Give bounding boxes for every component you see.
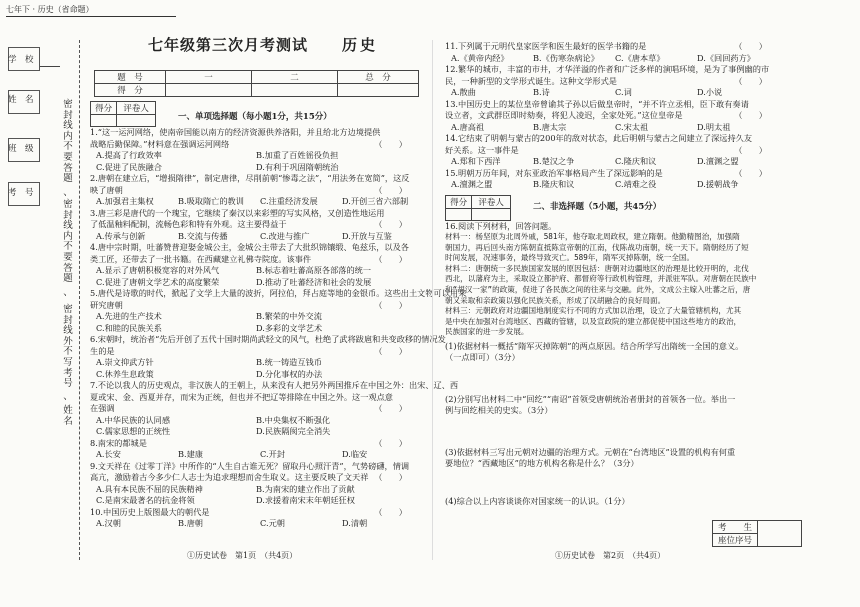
option-b[interactable]: B.加重了百姓徭役负担 (256, 150, 339, 160)
question-q5 (90, 288, 467, 334)
sub-question: (1)依据材料一概括“隋军灭掉陈朝”的两点原因。结合所学写出隋统一全国的意义。 (445, 340, 744, 351)
question-text: 14.它结束了明朝与蒙古的200年的敌对状态，此后明朝与蒙古之间建立了深远持久友 (445, 133, 753, 143)
question-text: 映了唐朝 (90, 184, 123, 195)
question-text: 13.中国历史上的某位皇帝曾谕其子孙以后做皇帝时，“并不许立丞相，臣下敢有奏请 (445, 98, 749, 109)
option-c[interactable]: C.促进了民族融合 (96, 161, 162, 172)
question-text: 6.宋朝时，统治者“先后开创了五代十国时期尚武轻文的风气，杜绝了武将跋扈和共变政移的情况发 (90, 334, 446, 344)
score-cell[interactable] (166, 84, 252, 97)
option-c[interactable]: C.宋太祖 (615, 121, 649, 132)
option-a[interactable]: A.唐高祖 (451, 121, 485, 132)
option-b[interactable]: B.交流与传播 (178, 230, 228, 241)
page-footer: ①历史试卷 第1页 （共4页） (187, 551, 298, 560)
answer-paren[interactable]: （ ） (374, 184, 407, 195)
seal-line (79, 40, 80, 560)
option-d[interactable]: D.明太祖 (697, 121, 731, 132)
page-footer: ①历史试卷 第2页 （共4页） (555, 551, 666, 560)
option-c[interactable]: C.开封 (260, 449, 285, 459)
question-text: 民，一种新型的文学形式诞生。这种文学形式是 (445, 75, 617, 86)
option-b[interactable]: B.中央集权不断强化 (256, 414, 331, 425)
question-text: 8.南宋的都城是 (90, 437, 147, 448)
scorer-score-cell[interactable] (446, 208, 472, 220)
option-c[interactable]: C.促进了唐朝文学艺术的高度繁荣 (96, 276, 220, 287)
option-d[interactable]: D.临安 (342, 449, 368, 459)
seat-label: 考 生 (713, 521, 758, 534)
question-text: 10.中国历史上版图最大的朝代是 (90, 506, 210, 517)
binding-warning-outer: 密封线外不写考号 (63, 304, 73, 390)
option-c[interactable]: C.是南宋最著名的抗金将领 (96, 495, 195, 505)
option-d[interactable]: D.分化事权的办法 (256, 368, 323, 379)
question-text: 15.明朝万历年间，对东亚政治军事格局产生了深远影响的是 (445, 167, 663, 178)
question-text: 3.唐三彩是唐代的一个瑰宝，它继续了秦汉以来彩塑的写实风格，又创造性地运用 (90, 207, 385, 218)
option-b[interactable]: B.统一铸造互钱币 (256, 357, 322, 367)
material-text: 材料一：杨坚原为北周外戚，581年，他夺取北周政权，建立隋朝。他勤精图治，加强隋 (445, 232, 740, 241)
material-text: 民族国家的进一步发展。 (445, 327, 529, 337)
question-text: 夏或宋、金、西夏并存，而宋为正统，但也并不把辽等排除在中国之外。这一观点意 (90, 391, 393, 402)
question-text: 战略后勤保障。”材料意在强调运河网络 (90, 138, 230, 149)
question-q3 (90, 208, 425, 243)
option-a[interactable]: A.汉朝 (96, 518, 121, 528)
answer-paren[interactable]: （ ） (374, 138, 407, 149)
option-c[interactable]: C.儒家思想的正统性 (96, 426, 171, 436)
question-q11 (445, 41, 785, 64)
sub-question: (4)综合以上内容谈谈你对国家统一的认识。（1分） (445, 495, 630, 506)
answer-space[interactable] (445, 470, 785, 496)
option-b[interactable]: B.繁荣的中外交流 (256, 311, 322, 321)
question-q8 (90, 438, 425, 461)
option-d[interactable]: D.援朝战争 (697, 179, 739, 189)
option-c[interactable]: C.注重经济发展 (260, 196, 318, 206)
binding-warning-sep: 、 (63, 391, 73, 402)
school-label: 学 校 (8, 55, 34, 65)
option-b[interactable]: B.唐朝 (178, 518, 203, 528)
question-text: 9.文天祥在《过零丁洋》中所作的“人生自古谁无死？留取丹心照汗青”，气势磅礴，情调 (90, 460, 410, 471)
answer-paren[interactable]: （ ） (374, 472, 407, 482)
binding-warning-inner: 密封线内不要答题 (63, 199, 73, 285)
question-q2 (90, 173, 425, 208)
sub-question: (3)依据材料三写出元朝对边疆的治理方式。元朝在“台湾地区”设置的机构有何重 (445, 446, 736, 457)
option-d[interactable]: D.有利于巩固隋朝统治 (256, 161, 339, 172)
option-b[interactable]: B.为南宋的建立作出了贡献 (256, 483, 355, 494)
scorer-box (445, 195, 511, 221)
option-d[interactable]: D.清朝 (342, 518, 368, 528)
seat-number-box (712, 520, 802, 547)
score-table-header: 题 号 (95, 71, 166, 84)
option-a[interactable]: A.《黄帝内经》 (451, 52, 509, 63)
option-c[interactable]: C.和睦的民族关系 (96, 322, 162, 333)
answer-space[interactable] (445, 364, 785, 394)
score-table-header: 总 分 (338, 71, 419, 84)
exam-title: 七年级第三次月考测试 (148, 36, 309, 54)
scorer-reviewer-cell[interactable] (472, 208, 511, 220)
option-b[interactable]: B.隆庆和议 (533, 179, 575, 189)
score-table-row-label: 得 分 (95, 84, 166, 97)
question-q12 (445, 64, 785, 99)
answer-paren[interactable]: （ ） (374, 437, 407, 448)
material-text: 时间发展，况速事务，最终导致灭亡。589年，隋军灭掉陈朝，统一全国。 (445, 253, 695, 263)
right-column (445, 41, 785, 507)
scorer-score-cell[interactable] (91, 115, 117, 127)
question-text: 了低温釉料配制，流畅色彩和特有外观。这主要得益于 (90, 219, 287, 229)
exam-subject: 历史 (342, 36, 379, 54)
binding-warning-sep: 、 (63, 287, 73, 298)
answer-paren[interactable]: （ ） (374, 299, 407, 310)
section1-title: 一、单项选择题（每小题1分，共15分） (178, 112, 332, 122)
question-text: 生的是 (90, 345, 115, 356)
question-q14 (445, 133, 785, 168)
question-text: 类工匠，还带去了一批书籍。在西藏建立礼佛寺院度。该事件 (90, 253, 312, 264)
school-line (40, 66, 60, 67)
option-d[interactable]: D.《回回药方》 (697, 52, 755, 63)
option-a[interactable]: A.郑和下西洋 (451, 156, 501, 166)
question-text: 在强调 (90, 403, 115, 413)
question-text: 好关系。这一事件是 (445, 144, 519, 155)
option-a[interactable]: A.先进的生产技术 (96, 311, 162, 321)
class-box (8, 138, 40, 162)
exam-no-box (8, 182, 40, 206)
option-a[interactable]: A.传承与创新 (96, 230, 146, 241)
name-box (8, 90, 40, 114)
option-a[interactable]: A.提高了行政效率 (96, 150, 162, 160)
answer-space[interactable] (445, 417, 785, 447)
option-d[interactable]: D.小说 (697, 87, 723, 97)
option-c[interactable]: C.元朝 (260, 518, 285, 528)
question-q16 (445, 221, 785, 508)
scorer-score-label: 得分 (446, 195, 472, 208)
score-table-header: 二 (252, 71, 338, 84)
option-b[interactable]: B.吸取隋亡的教训 (178, 196, 244, 206)
question-q10 (90, 507, 425, 530)
name-label: 姓 名 (8, 95, 34, 105)
score-cell[interactable] (252, 84, 338, 97)
option-d[interactable]: D.多彩的文学艺术 (256, 322, 323, 333)
sub-question: 要地位？“西藏地区”的地方机构名称是什么？（3分） (445, 458, 639, 469)
question-text: 12.繁华的城市，丰富的市井，才华洋溢的作者和广泛多样的演唱环境，是为了事例幽的市 (445, 64, 770, 74)
answer-paren[interactable]: （ ） (374, 219, 407, 229)
sub-question: (2)分别写出材料二中“回纥”“南诏”首领受唐朝统治者册封的首领各一位。举出一 (445, 393, 736, 404)
option-d[interactable]: D.民族隔阂完全消失 (256, 426, 331, 436)
option-a[interactable]: A.崇文抑武方针 (96, 357, 154, 367)
series-header: 七年下 · 历史（省命题） (6, 4, 176, 17)
question-q6 (90, 334, 446, 380)
question-text: 11.下列属于元明代皇家医学和医生最好的医学书籍的是 (445, 41, 647, 51)
answer-paren[interactable]: （ ） (734, 110, 767, 120)
scorer-reviewer-cell[interactable] (117, 115, 156, 127)
seat-input[interactable] (758, 521, 802, 547)
answer-paren[interactable]: （ ） (374, 403, 407, 413)
material-text: 西北，以藩府为主，采取设立都护府、都督府等行政机构管理，并派驻军队。对唐朝在民族中 (445, 274, 757, 284)
option-c[interactable]: C.改进与推广 (260, 230, 310, 241)
question-q1 (90, 127, 425, 173)
answer-paren[interactable]: （ ） (374, 345, 407, 356)
option-b[interactable]: B.唐太宗 (533, 121, 567, 132)
material-text: 材料二：唐朝统一多民族国家发展的原因包括：唐朝对边疆地区的治理是比较开明的，北伐 (445, 263, 749, 273)
option-a[interactable]: A.长安 (96, 449, 121, 459)
sub-question: （一点即可）（3分） (445, 352, 520, 363)
answer-paren[interactable]: （ ） (374, 506, 407, 517)
option-b[interactable]: B.标志着吐蕃高原各部落的统一 (256, 265, 372, 275)
question-text: 高亢，激励着古今多少仁人志士为追求理想而舍生取义。这主要反映了文天祥 (90, 472, 369, 482)
option-d[interactable]: D.求援着南宋末年朝廷狂权 (256, 495, 355, 505)
score-cell[interactable] (338, 84, 419, 97)
option-a[interactable]: A.显示了唐朝积极宽容的对外风气 (96, 265, 220, 275)
option-a[interactable]: A.散曲 (451, 87, 476, 97)
question-text: 5.唐代是诗歌的时代，掀起了文学上大量的波折，阿拉伯，拜占庭等地的金银币。这些出土文物可以用来 (90, 288, 467, 298)
scorer-reviewer-label: 评卷人 (117, 102, 156, 115)
option-a[interactable]: A.具有本民族不屈的民族精神 (96, 483, 203, 494)
option-c[interactable]: C.隆庆和议 (615, 156, 657, 166)
option-c[interactable]: C.《唐本草》 (615, 52, 665, 63)
answer-paren[interactable]: （ ） (734, 41, 767, 51)
option-b[interactable]: B.楚汉之争 (533, 156, 575, 166)
question-text: 1.“这一运河网络，使南帝国能以南方的经济资源供养洛阳，并且给北方边境提供 (90, 127, 381, 137)
seat-label: 座位序号 (713, 534, 758, 547)
question-q15 (445, 168, 785, 191)
section2-header (445, 195, 785, 217)
question-q13 (445, 99, 785, 134)
class-label: 班 级 (8, 144, 34, 154)
option-d[interactable]: D.推动了吐蕃经济和社会的发展 (256, 276, 372, 287)
question-q7 (90, 380, 459, 438)
column-divider (432, 40, 433, 560)
binding-warning-inner: 密封线内不要答题 (63, 99, 73, 185)
option-c[interactable]: C.休养生息政策 (96, 368, 154, 379)
score-table (94, 70, 419, 97)
exam-no-label: 考 号 (8, 188, 34, 198)
material-text: 朝又采取和亲政策以强化民族关系，形成了汉胡融合的良好局面。 (445, 295, 666, 305)
option-b[interactable]: B.建康 (178, 449, 203, 459)
section2-title: 二、非选择题（5小题，共45分） (533, 201, 662, 212)
score-table-header: 一 (166, 71, 252, 84)
answer-paren[interactable]: （ ） (734, 75, 767, 86)
question-text: 研究唐朝 (90, 299, 123, 310)
scorer-score-label: 得分 (91, 102, 117, 115)
option-a[interactable]: A.加强君主集权 (96, 196, 154, 206)
option-b[interactable]: B.《伤寒杂病论》 (533, 52, 599, 63)
option-b[interactable]: B.诗 (533, 87, 550, 97)
answer-paren[interactable]: （ ） (734, 144, 767, 155)
question-text: 设立者，文武群臣即时劾奏，将犯人凌迟，全家处死。”这位皇帝是 (445, 110, 683, 120)
scorer-box (90, 101, 156, 127)
question-q9 (90, 461, 425, 507)
option-d[interactable]: D.澶渊之盟 (697, 156, 739, 166)
binding-warning-sep: 、 (63, 187, 73, 198)
question-q4 (90, 242, 425, 288)
answer-paren[interactable]: （ ） (374, 253, 407, 264)
material-text: 朝国力，再后回头南方陈朝直抵陈宣帝朝的江南，伐陈战功南朝，统一天下。隋朝经历了短 (445, 242, 749, 252)
question-text: 16.阅读下列材料，回答问题。 (445, 220, 557, 231)
option-a[interactable]: A.中华民族的认同感 (96, 414, 171, 425)
question-text: 2.唐朝在建立后，“增损隋律”，制定唐律，尽削前朝“惨毒之法”，“用法务在宽简”，这反 (90, 173, 410, 183)
material-text: 是中央在加强对台湾地区、西藏的管辖，以及宣政院的建立都促使中国这些地方的政治， (445, 316, 742, 326)
option-d[interactable]: D.开创三省六部制 (342, 196, 409, 206)
option-c[interactable]: C.词 (615, 87, 632, 97)
binding-warning-name: 姓名 (63, 405, 73, 427)
material-text: 和“胡汉一家”的政策，促进了各民族之间的往来与交融。此外，文成公主嫁入吐蕃之后，唐 (445, 284, 751, 294)
scorer-reviewer-label: 评卷人 (472, 195, 511, 208)
material-text: 材料三：元朝政府对边疆国地制度实行不同的方式加以治理，设立了大量管辖机构，尤其 (445, 306, 742, 316)
sub-question: 例与回纥相关的史实。（3分） (445, 405, 553, 416)
option-c[interactable]: C.靖难之役 (615, 179, 657, 189)
question-text: 4.唐中宗时期，吐蕃赞普迎娶金城公主，金城公主带去了大批织锦镶缎、龟兹乐，以及各 (90, 242, 409, 252)
option-a[interactable]: A.澶渊之盟 (451, 179, 493, 189)
option-d[interactable]: D.开放与互鉴 (342, 230, 392, 241)
answer-paren[interactable]: （ ） (734, 167, 767, 178)
question-text: 7.不论以我人的历史观点，非汉族人的王朝上，从来没有人把另外两国推斥在中国之外：出宋、辽、西 (90, 380, 459, 390)
